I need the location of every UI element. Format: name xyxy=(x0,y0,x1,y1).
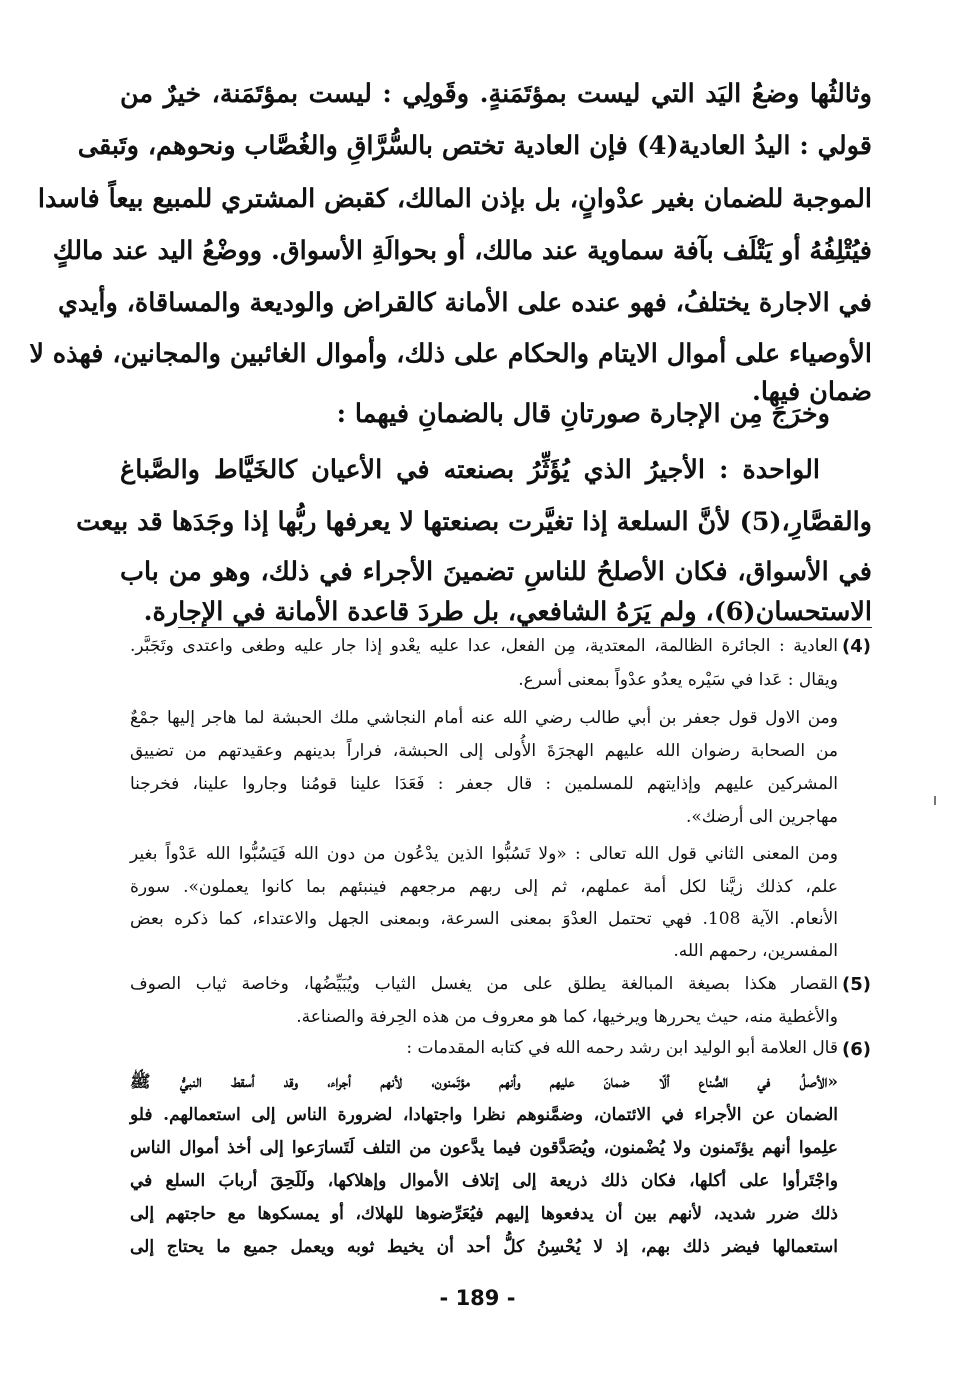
footnote-line: علِموا أنهم يؤتَمنون ولا يُضْمنون، ويُصَدَّقون فيما يدَّعون من التلف لَتَسارَعوا إلى أخذ أموال الناس xyxy=(130,1138,838,1158)
footnote-line: القصار هكذا بصيغة المبالغة يطلق على من يغسل الثياب ويُبَيِّضُها، وخاصة ثياب الصوف xyxy=(130,974,838,994)
footnote-line: علم، كذلك زيَّنا لكل أمة عملهم، ثم إلى ربهم مرجعهم فينبئهم بما كانوا يعملون». سورة xyxy=(130,877,838,897)
footnote-line: مهاجرين الى أرضك». xyxy=(685,807,838,827)
main-line: الموجبة للضمان بغير عدْوانٍ، بل بإذن المالك، كقبض المشتري للمبيع بيعاً فاسدا xyxy=(37,184,872,214)
main-line: الأوصياء على أموال الايتام والحكام على ذلك، وأموال الغائبين والمجانين، فهذه لا xyxy=(29,339,872,369)
footnote-number: (5) xyxy=(842,974,871,995)
footnote-line: والأغطية منه، حيث يحررها ويرخيها، كما هو معروف من هذه الحِرفة والصناعة. xyxy=(296,1007,838,1027)
main-line: وخرَجَ مِن الإجارة صورتانِ قال بالضمانِ فيهما : xyxy=(336,399,830,429)
footnote-number: (6) xyxy=(842,1039,871,1060)
footnote-line: العادية : الجائرة الظالمة، المعتدية، مِن الفعل، عدا عليه يعْدو إذا جار عليه وطغى واعتدى وتَجَبَّر. xyxy=(130,636,838,656)
main-line: في الأسواق، فكان الأصلحُ للناسِ تضمينَ الأجراء في ذلك، وهو من باب xyxy=(120,557,872,587)
main-line: قولي : اليدُ العادية(4) فإن العادية تختص بالسُّرَّاقِ والغُصَّاب ونحوهم، وتَبقى xyxy=(77,131,872,161)
footnote-line: الأنعام. الآية 108. فهي تحتمل العدْوَ بمعنى السرعة، وبمعنى الجهل والاعتداء، كما ذكره بعض xyxy=(130,909,838,929)
footnote-line: واجْتَرأوا على أكلها، فكان ذلك ذريعة إلى إتلاف الأموال وإهلاكها، ولَلَحِقَ أربابَ السلع في xyxy=(130,1171,838,1191)
footnote-line: ومن المعنى الثاني قول الله تعالى : «ولا تَسُبُّوا الذين يدْعُون من دون الله فَيَسُبُّوا الله عَدْواً بغير xyxy=(130,844,838,864)
footnote-line: «الأصلُ في الصُّناع ألّا ضمانَ عليهم وأنهم مؤتَمنون، لأنهم أجراء، وقد أسقط النبيُّ ﷺ xyxy=(130,1072,838,1092)
footnote-divider xyxy=(178,627,872,628)
main-line: وثالثُها وضعُ اليَد التي ليست بمؤتَمَنةٍ. وقَولِي : ليست بمؤتَمَنة، خيرٌ من xyxy=(120,79,872,109)
footnote-line: الضمان عن الأجراء في الائتمان، وضمَّنوهم نظرا واجتهادا، لضرورة الناس إلى استعمالهم. فلو xyxy=(130,1105,838,1125)
footnote-line: استعمالها فيضر ذلك بهم، إذ لا يُحْسِنُ كلُّ أحد أن يخيط ثوبه ويعمل جميع ما يحتاج إلى xyxy=(130,1237,838,1257)
footnote-line: المشركين عليهم وإذايتهم للمسلمين : قال جعفر : فَعَدَا علينا قومُنا وجاروا علينا، فخرجنا xyxy=(130,774,838,794)
main-line: الاستحسان(6)، ولم يَرَهُ الشافعي، بل طردَ قاعدة الأمانة في الإجارة. xyxy=(143,597,872,627)
main-line: ضمان فيها. xyxy=(751,377,872,407)
main-line: في الاجارة يختلفُ، فهو عنده على الأمانة كالقراض والوديعة والمساقاة، وأيدي xyxy=(57,288,872,318)
footnote-line: قال العلامة أبو الوليد ابن رشد رحمه الله في كتابه المقدمات : xyxy=(406,1038,838,1058)
main-line: الواحدة : الأجيرُ الذي يُؤَثِّرُ بصنعته في الأعيان كالخَيَّاط والصَّباغ xyxy=(120,455,820,485)
footnote-line: ويقال : عَدا في سَيْره يعدُو عدْواً بمعنى أسرع. xyxy=(518,670,838,690)
footnote-line: من الصحابة رضوان الله عليهم الهجرَةَ الأُولى إلى الحبشة، فراراً بدينهم وعقيدتهم من تضييق xyxy=(130,741,839,761)
footnote-number: (4) xyxy=(842,636,871,657)
page-number: - 189 - xyxy=(439,1286,516,1310)
footnote-line: المفسرين، رحمهم الله. xyxy=(673,941,838,961)
scan-speck xyxy=(934,796,936,805)
footnote-line: ومن الاول قول جعفر بن أبي طالب رضي الله عنه أمام النجاشي ملك الحبشة لما هاجر إليها جمْعٌ xyxy=(130,708,838,728)
main-line: والقصَّارِ،(5) لأنَّ السلعة إذا تغيَّرت بصنعتها لا يعرفها ربُّها إذا وجَدَها قد بيعت xyxy=(76,507,872,537)
main-line: فيُتْلِفُهُ أو يَتْلَف بآفة سماوية عند مالك، أو بحوالَةِ الأسواق. ووضْعُ اليد عند مالكٍ xyxy=(52,236,872,266)
footnote-line: ذلك ضرر شديد، لأنهم بين أن يدفعوها إليهم فيُعَرِّضوها للهلاك، أو يمسكوها مع حاجتهم إلى xyxy=(130,1204,838,1224)
